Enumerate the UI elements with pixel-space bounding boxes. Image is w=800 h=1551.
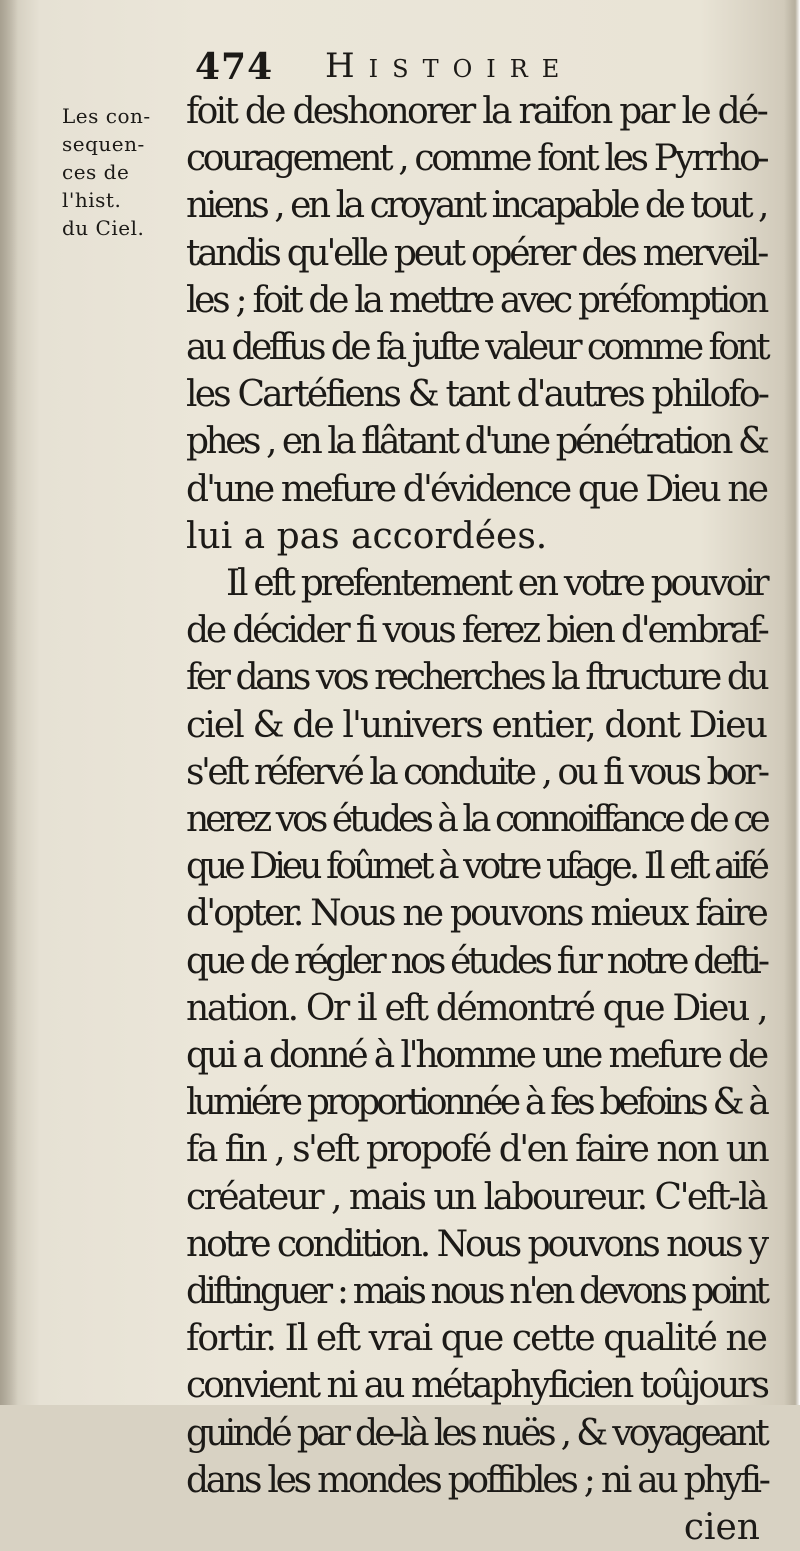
text-line: fa fin , s'eft propofé d'en faire non un: [186, 1129, 768, 1171]
text-line: convient ni au métaphyficien toûjours: [186, 1365, 768, 1407]
body-text: [186, 88, 766, 1551]
text-line: niens , en la croyant incapable de tout ,: [186, 185, 766, 227]
text-line: Il eft prefentement en votre pouvoir: [226, 563, 767, 605]
text-line: d'opter. Nous ne pouvons mieux faire: [186, 893, 766, 935]
text-line: phes , en la flâtant d'une pénétration &: [186, 421, 767, 463]
text-line: de décider fi vous ferez bien d'embraf-: [186, 610, 767, 652]
text-line: couragement , comme font les Pyrrho-: [186, 138, 767, 180]
text-line: s'eft réfervé la conduite , ou fi vous bor-: [186, 751, 767, 793]
margin-note-line: sequen-: [62, 132, 145, 156]
text-line: ciel & de l'univers entier, dont Dieu: [186, 704, 766, 746]
text-line: fortir. Il eft vrai que cette qualité ne: [186, 1318, 766, 1360]
text-line: nation. Or il eft démontré que Dieu ,: [186, 987, 767, 1029]
margin-note-line: Les con-: [62, 104, 151, 128]
text-line: créateur , mais un laboureur. C'eft-là: [186, 1176, 766, 1218]
text-line: diftinguer : mais nous n'en devons point: [186, 1271, 767, 1313]
text-line: tandis qu'elle peut opérer des merveil-: [186, 232, 767, 274]
text-line: les Cartéfiens & tant d'autres philofo-: [186, 374, 768, 416]
text-line: notre condition. Nous pouvons nous y: [186, 1223, 767, 1265]
margin-note: [62, 102, 202, 242]
text-line: au deffus de fa jufte valeur comme font: [186, 327, 768, 369]
text-line: les ; foit de la mettre avec préfomption: [186, 279, 766, 321]
text-line: lui a pas accordées.: [186, 515, 548, 557]
page-number: 474: [195, 46, 274, 88]
binding-shadow: [0, 0, 18, 1405]
margin-note-line: l'hist.: [62, 188, 122, 212]
text-line: guindé par de-là les nuës , & voyageant: [186, 1412, 766, 1454]
text-line: dans les mondes poffibles ; ni au phyfi-: [186, 1459, 768, 1501]
text-line: foit de deshonorer la raifon par le dé-: [186, 91, 767, 132]
text-line: d'une mefure d'évidence que Dieu ne: [186, 468, 767, 510]
page-edge: [784, 0, 800, 1405]
text-line: fer dans vos recherches la ftructure du: [186, 657, 767, 699]
text-line: que Dieu foûmet à votre ufage. Il eft aifé: [186, 846, 766, 888]
running-title: Histoire: [325, 46, 574, 86]
margin-note-line: ces de: [62, 160, 130, 184]
text-line: qui a donné à l'homme une mefure de: [186, 1035, 766, 1077]
text-line: que de régler nos études fur notre defti-: [186, 940, 767, 982]
text-line: cien: [683, 1507, 760, 1549]
text-line: nerez vos études à la connoiffance de ce: [186, 799, 767, 841]
margin-note-line: du Ciel.: [62, 216, 145, 240]
text-line: lumiére proportionnée à fes befoins & à: [186, 1082, 766, 1124]
